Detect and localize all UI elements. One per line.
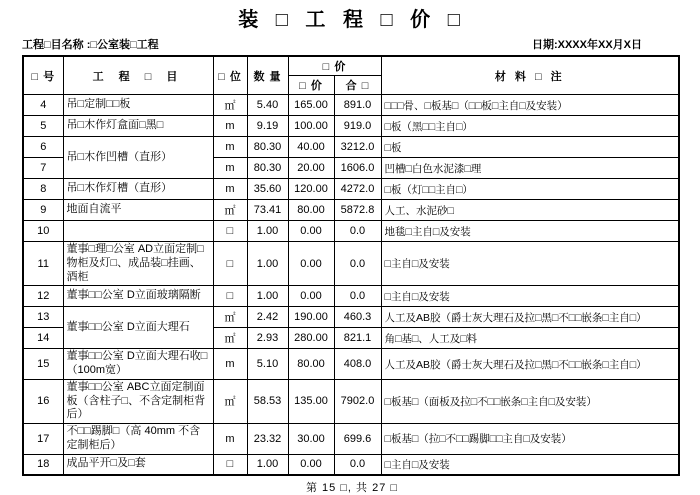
cell-no: 5 — [23, 116, 63, 137]
table-row — [23, 379, 679, 423]
cell-unit: m — [213, 179, 247, 200]
cell-unit-price: 30.00 — [288, 424, 334, 455]
cell-unit-price: 120.00 — [288, 179, 334, 200]
cell-unit-price: 80.00 — [288, 200, 334, 221]
cell-qty: 5.40 — [247, 95, 288, 116]
cell-qty: 80.30 — [247, 137, 288, 158]
cell-remark: □主自□及安装 — [381, 242, 679, 286]
cell-remark: □板 — [381, 137, 679, 158]
cell-qty: 9.19 — [247, 116, 288, 137]
cell-project: 不□□踢脚□（高 40mm 不含定制柜后） — [63, 424, 213, 455]
cell-unit: ㎡ — [213, 379, 247, 423]
cell-unit: m — [213, 137, 247, 158]
cell-remark: □□□骨、□板基□（□□板□主自□及安装） — [381, 95, 679, 116]
cell-no: 6 — [23, 137, 63, 158]
cell-total-price: 0.0 — [334, 242, 381, 286]
cell-unit: m — [213, 116, 247, 137]
table-row — [23, 424, 679, 455]
cell-unit-price: 0.00 — [288, 242, 334, 286]
table-body — [23, 95, 679, 476]
cell-unit: ㎡ — [213, 328, 247, 349]
col-header-remark: 材 料 □ 注 — [381, 56, 679, 95]
cell-qty: 35.60 — [247, 179, 288, 200]
cell-total-price: 919.0 — [334, 116, 381, 137]
cell-total-price: 5872.8 — [334, 200, 381, 221]
quotation-table — [22, 55, 680, 476]
cell-project: 董事□理□公室 AD立面定制□物柜及灯□、成品装□挂画、酒柜 — [63, 242, 213, 286]
cell-no: 8 — [23, 179, 63, 200]
table-row — [23, 221, 679, 242]
cell-total-price: 4272.0 — [334, 179, 381, 200]
cell-qty: 23.32 — [247, 424, 288, 455]
cell-total-price: 0.0 — [334, 286, 381, 307]
cell-remark: □板（黑□□主自□） — [381, 116, 679, 137]
cell-no: 13 — [23, 307, 63, 328]
table-row — [23, 242, 679, 286]
cell-project: 董事□□公室 D立面大理石 — [63, 307, 213, 349]
cell-qty: 1.00 — [247, 221, 288, 242]
table-row — [23, 286, 679, 307]
col-header-no: □ 号 — [23, 56, 63, 95]
cell-unit-price: 100.00 — [288, 116, 334, 137]
cell-remark: 凹槽□白色水泥漆□理 — [381, 158, 679, 179]
col-header-unit: □ 位 — [213, 56, 247, 95]
cell-unit: □ — [213, 454, 247, 475]
cell-no: 7 — [23, 158, 63, 179]
cell-project — [63, 221, 213, 242]
cell-unit-price: 135.00 — [288, 379, 334, 423]
cell-total-price: 3212.0 — [334, 137, 381, 158]
col-header-total-price: 合 □ — [334, 76, 381, 95]
cell-total-price: 0.0 — [334, 221, 381, 242]
cell-total-price: 821.1 — [334, 328, 381, 349]
cell-total-price: 1606.0 — [334, 158, 381, 179]
cell-remark: □板基□（面板及拉□不□□嵌条□主自□及安装） — [381, 379, 679, 423]
cell-remark: 角□基□、人工及□料 — [381, 328, 679, 349]
cell-qty: 73.41 — [247, 200, 288, 221]
cell-project: 吊□木作灯槽（直形） — [63, 179, 213, 200]
cell-unit-price: 20.00 — [288, 158, 334, 179]
col-header-qty: 数 量 — [247, 56, 288, 95]
cell-total-price: 891.0 — [334, 95, 381, 116]
cell-qty: 1.00 — [247, 454, 288, 475]
cell-remark: 地毯□主自□及安装 — [381, 221, 679, 242]
cell-qty: 58.53 — [247, 379, 288, 423]
cell-no: 11 — [23, 242, 63, 286]
cell-unit-price: 280.00 — [288, 328, 334, 349]
col-header-project: 工 程 □ 目 — [63, 56, 213, 95]
table-row — [23, 116, 679, 137]
cell-remark: □主自□及安装 — [381, 286, 679, 307]
cell-unit: m — [213, 158, 247, 179]
cell-unit-price: 190.00 — [288, 307, 334, 328]
cell-remark: □主自□及安装 — [381, 454, 679, 475]
cell-total-price: 0.0 — [334, 454, 381, 475]
cell-no: 15 — [23, 349, 63, 380]
cell-no: 9 — [23, 200, 63, 221]
cell-unit: m — [213, 349, 247, 380]
info-line — [22, 36, 682, 52]
cell-total-price: 7902.0 — [334, 379, 381, 423]
cell-unit: □ — [213, 242, 247, 286]
table-row — [23, 307, 679, 328]
table-header — [23, 56, 679, 95]
table-row — [23, 200, 679, 221]
table-row — [23, 349, 679, 380]
page-footer: 第 15 □, 共 27 □ — [305, 482, 399, 494]
cell-qty: 1.00 — [247, 242, 288, 286]
cell-unit: ㎡ — [213, 200, 247, 221]
cell-unit-price: 40.00 — [288, 137, 334, 158]
cell-unit-price: 0.00 — [288, 454, 334, 475]
cell-project: 董事□□公室 D立面玻璃隔断 — [63, 286, 213, 307]
cell-no: 17 — [23, 424, 63, 455]
cell-unit-price: 165.00 — [288, 95, 334, 116]
cell-unit: □ — [213, 286, 247, 307]
table-row — [23, 137, 679, 158]
col-header-unit-price: □ 价 — [288, 76, 334, 95]
cell-no: 12 — [23, 286, 63, 307]
page-title: 装 □ 工 程 □ 价 □ — [238, 9, 466, 31]
cell-remark: □板（灯□□主自□） — [381, 179, 679, 200]
cell-remark: □板基□（拉□不□□踢脚□□主自□及安装） — [381, 424, 679, 455]
cell-qty: 80.30 — [247, 158, 288, 179]
cell-project: 地面自流平 — [63, 200, 213, 221]
cell-unit: ㎡ — [213, 307, 247, 328]
project-name-label: 工程□目名称 :□公室装□工程 — [22, 39, 159, 51]
cell-project: 吊□定制□□板 — [63, 95, 213, 116]
cell-qty: 5.10 — [247, 349, 288, 380]
cell-project: 成品平开□及□套 — [63, 454, 213, 475]
col-header-price-group: □ 价 — [288, 56, 381, 76]
date-label: 日期:XXXX年XX月X日 — [531, 39, 642, 51]
cell-total-price: 408.0 — [334, 349, 381, 380]
cell-unit: ㎡ — [213, 95, 247, 116]
cell-total-price: 460.3 — [334, 307, 381, 328]
cell-project: 董事□□公室 ABC立面定制面板（含柱子□、不含定制柜背后） — [63, 379, 213, 423]
cell-unit-price: 0.00 — [288, 221, 334, 242]
cell-total-price: 699.6 — [334, 424, 381, 455]
cell-remark: 人工及AB胶（爵士灰大理石及拉□黑□不□□嵌条□主自□） — [381, 307, 679, 328]
table-row — [23, 454, 679, 475]
cell-no: 4 — [23, 95, 63, 116]
cell-unit-price: 0.00 — [288, 286, 334, 307]
table-row — [23, 95, 679, 116]
cell-no: 14 — [23, 328, 63, 349]
cell-no: 10 — [23, 221, 63, 242]
table-row — [23, 179, 679, 200]
cell-project: 吊□木作凹槽（直形） — [63, 137, 213, 179]
cell-unit-price: 80.00 — [288, 349, 334, 380]
cell-remark: 人工及AB胶（爵士灰大理石及拉□黑□不□□嵌条□主自□） — [381, 349, 679, 380]
cell-no: 18 — [23, 454, 63, 475]
cell-project: 吊□木作灯盒面□黑□ — [63, 116, 213, 137]
cell-remark: 人工、水泥砂□ — [381, 200, 679, 221]
cell-qty: 1.00 — [247, 286, 288, 307]
cell-no: 16 — [23, 379, 63, 423]
cell-unit: □ — [213, 221, 247, 242]
cell-unit: m — [213, 424, 247, 455]
cell-qty: 2.93 — [247, 328, 288, 349]
cell-qty: 2.42 — [247, 307, 288, 328]
cell-project: 董事□□公室 D立面大理石收□（100m宽） — [63, 349, 213, 380]
